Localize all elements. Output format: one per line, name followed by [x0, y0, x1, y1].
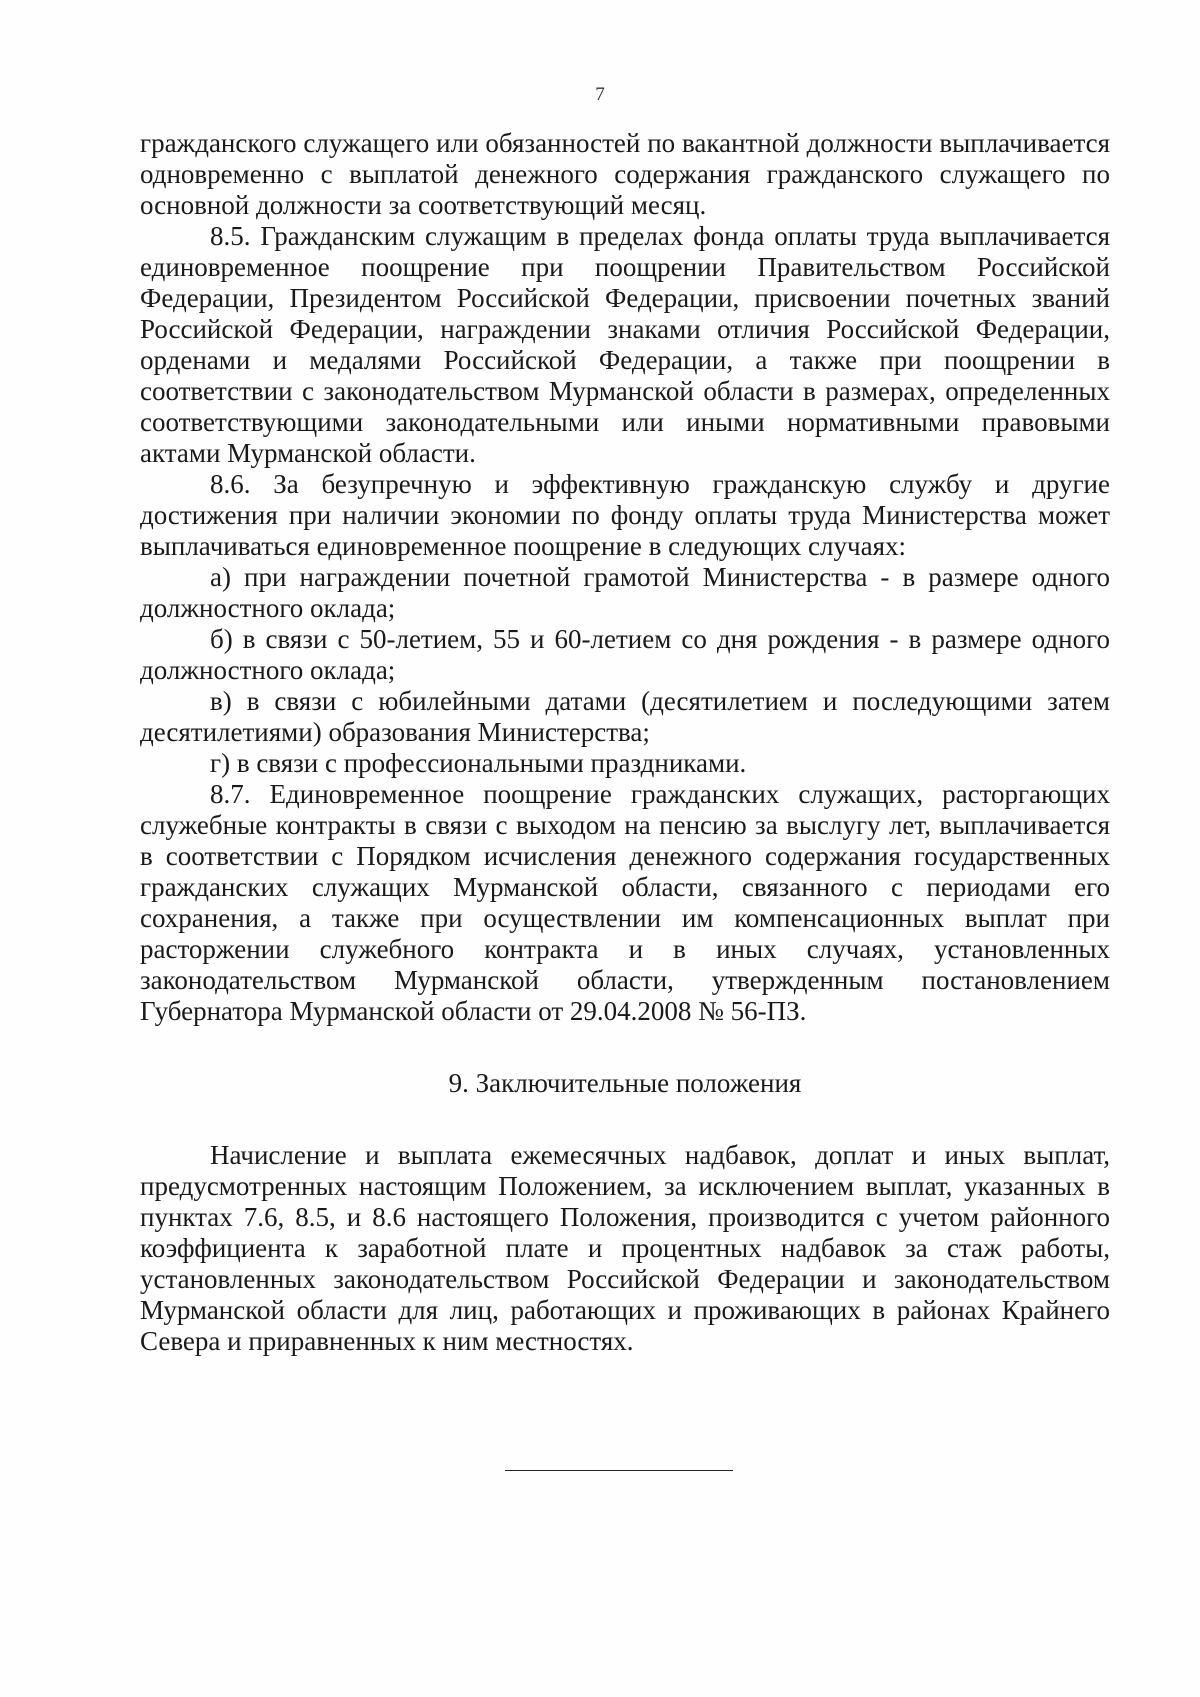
list-item-a: а) при награждении почетной грамотой Министерства - в размере одного должностного оклада; [140, 562, 1110, 623]
paragraph-continuation: гражданского служащего или обязанностей по вакантной должности выплачивается одновременно с выплатой денежного содержания гражданского служащего по основной должности за соответствующий месяц. [140, 128, 1110, 220]
document-body [140, 128, 1110, 1357]
closing-separator-line [505, 1470, 733, 1471]
paragraph-final: Начисление и выплата ежемесячных надбавок, доплат и иных выплат, предусмотренных настоящим Положением, за исключением выплат, указанных в пунктах 7.6, 8.5, и 8.6 настоящего Положения, производится с учетом районного коэффициента к заработной плате и процентных надбавок за стаж работы, установленных законодательством Российской Федерации и законодательством Мурманской области для лиц, работающих и проживающих в районах Крайнего Севера и приравненных к ним местностях. [140, 1140, 1110, 1356]
list-item-b: б) в связи с 50-летием, 55 и 60-летием со дня рождения - в размере одного должностного оклада; [140, 624, 1110, 685]
paragraph-8-7: 8.7. Единовременное поощрение гражданских служащих, расторгающих служебные контракты в связи с выходом на пенсию за выслугу лет, выплачивается в соответствии с Порядком исчисления денежного содержания государственных гражданских служащих Мурманской области, связанного с периодами его сохранения, а также при осуществлении им компенсационных выплат при расторжении служебного контракта и в иных случаях, установленных законодательством Мурманской области, утвержденным постановлением Губернатора Мурманской области от 29.04.2008 № 56-ПЗ. [140, 779, 1110, 1026]
section-title: 9. Заключительные положения [448, 1068, 802, 1098]
list-item-v: в) в связи с юбилейными датами (десятилетием и последующими затем десятилетиями) образования Министерства; [140, 686, 1110, 747]
paragraph-8-6: 8.6. За безупречную и эффективную гражданскую службу и другие достижения при наличии экономии по фонду оплаты труда Министерства может выплачиваться единовременное поощрение в следующих случаях: [140, 469, 1110, 561]
page-number: 7 [595, 84, 605, 105]
list-item-g: г) в связи с профессиональными праздниками. [210, 748, 747, 778]
paragraph-8-5: 8.5. Гражданским служащим в пределах фонда оплаты труда выплачивается единовременное поощрение при поощрении Правительством Российской Федерации, Президентом Российской Федерации, присвоении почетных званий Российской Федерации, награждении знаками отличия Российской Федерации, орденами и медалями Российской Федерации, а также при поощрении в соответствии с законодательством Мурманской области в размерах, определенных соответствующими законодательными или иными нормативными правовыми актами Мурманской области. [140, 221, 1110, 468]
